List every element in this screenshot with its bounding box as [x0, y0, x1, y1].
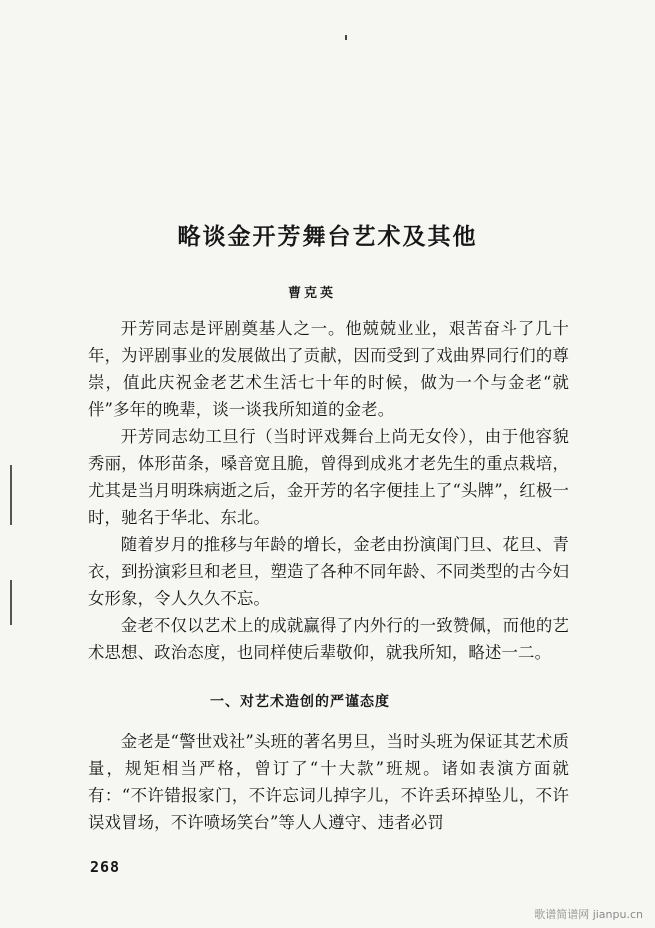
scan-mark — [345, 35, 347, 40]
intro-body — [88, 315, 569, 666]
article-author: 曹克英 — [288, 286, 337, 301]
paragraph: 随着岁月的推移与年龄的增长，金老由扮演闺门旦、花旦、青衣，到扮演彩旦和老旦，塑造了各种不同年龄、不同类型的古今妇女形象，令人久久不忘。 — [88, 535, 569, 608]
page-number: 268 — [90, 858, 121, 876]
paragraph: 金老不仅以艺术上的成就赢得了内外行的一致赞佩，而他的艺术思想、政治态度，也同样使后辈敬仰，就我所知，略述一二。 — [88, 616, 569, 662]
site-watermark: 歌谱简谱网 jianpu.cn — [534, 908, 643, 921]
binding-edge-mark — [10, 465, 12, 525]
binding-edge-mark — [10, 580, 12, 625]
paragraph: 金老是“警世戏社”头班的著名男旦，当时头班为保证其艺术质量，规矩相当严格，曾订了“十大款”班规。诸如表演方面就有：“不许错报家门，不许忘词儿掉字儿，不许丢环掉坠儿，不许误戏冒场，不许喷场笑台”等人人遵守、违者必罚 — [88, 732, 569, 832]
section-heading: 一、对艺术造创的严谨态度 — [210, 694, 390, 710]
paragraph: 开芳同志是评剧奠基人之一。他兢兢业业，艰苦奋斗了几十年，为评剧事业的发展做出了贡献，因而受到了戏曲界同行们的尊崇，值此庆祝金老艺术生活七十年的时候，做为一个与金老“就伴”多年的晚辈，谈一谈我所知道的金老。 — [88, 319, 569, 419]
section-body — [88, 728, 569, 836]
paragraph: 开芳同志幼工旦行（当时评戏舞台上尚无女伶），由于他容貌秀丽，体形苗条，嗓音宽且脆，曾得到成兆才老先生的重点栽培，尤其是当月明珠病逝之后，金开芳的名字便挂上了“头牌”，红极一时，驰名于华北、东北。 — [88, 427, 569, 527]
article-title: 略谈金开芳舞台艺术及其他 — [177, 224, 478, 250]
